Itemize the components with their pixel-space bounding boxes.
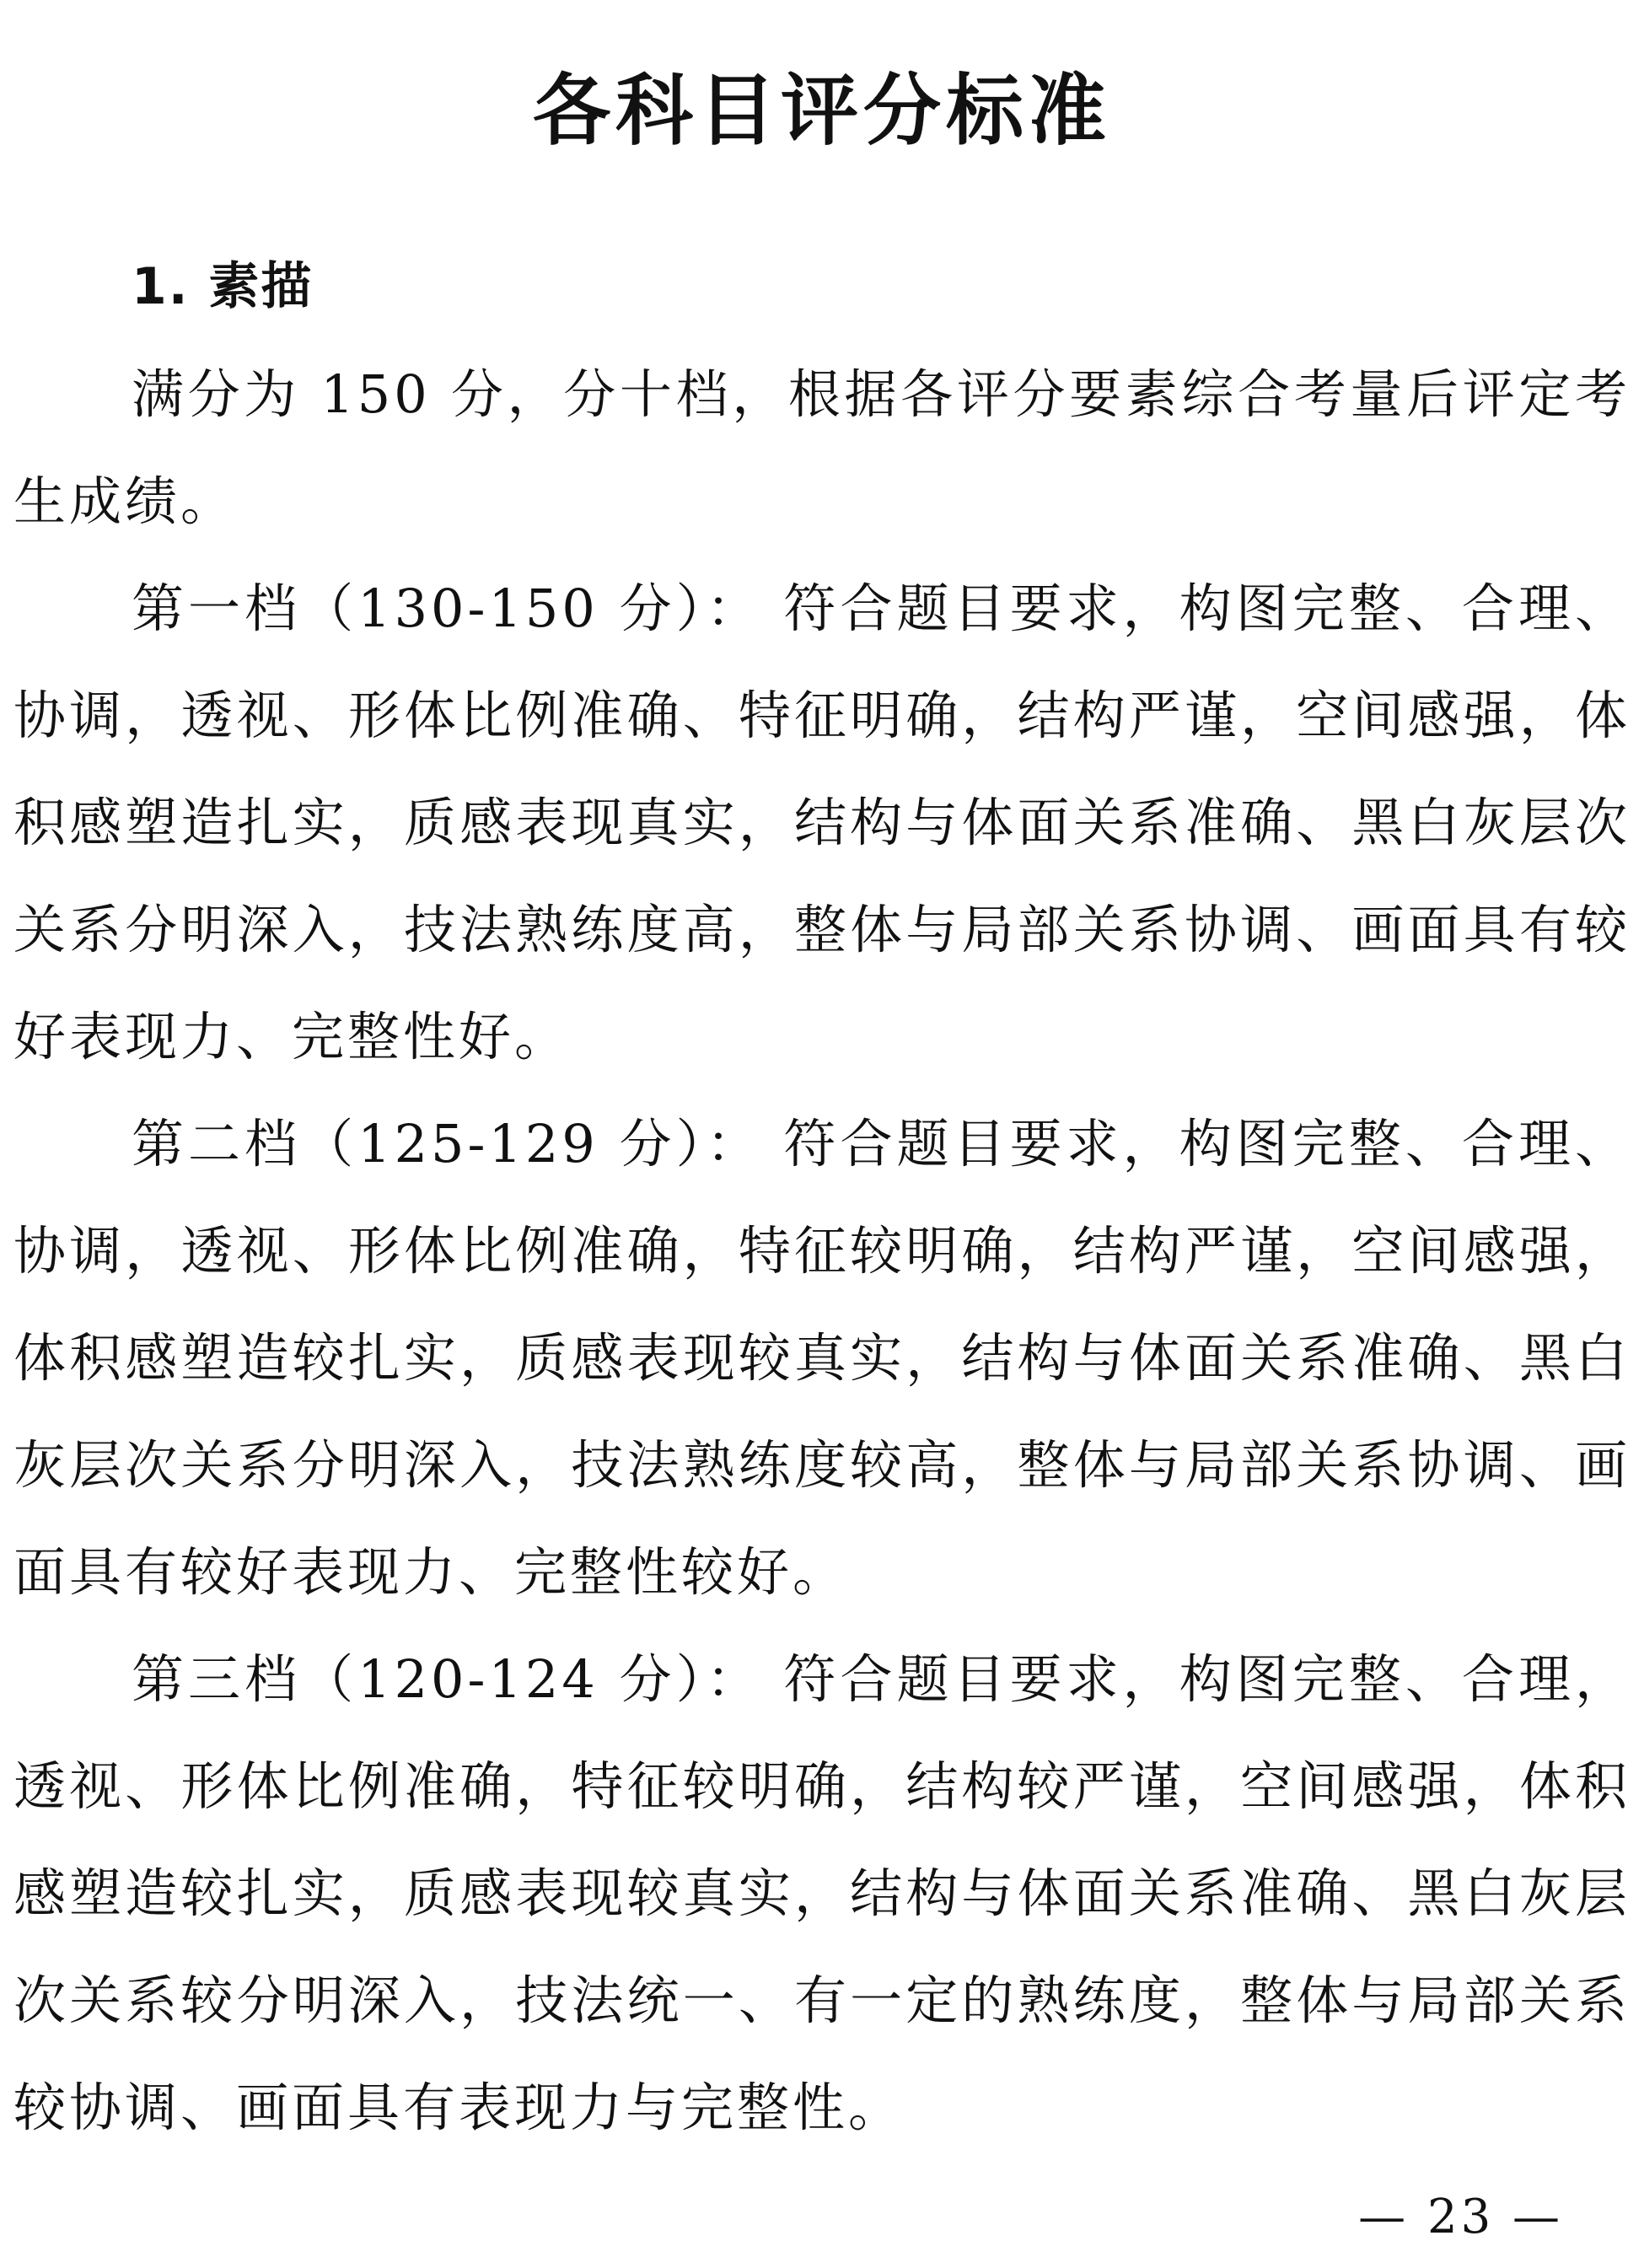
paragraph-full-score: 满分为 150 分，分十档，根据各评分要素综合考量后评定考生成绩。 — [13, 363, 1631, 532]
section-body — [13, 232, 1631, 2161]
paragraph-tier-1: 第一档（130-150 分）： 符合题目要求，构图完整、合理、协调，透视、形体比例准确、特征明确，结构严谨，空间感强，体积感塑造扎实，质感表现真实，结构与体面关系准确、黑白灰层次关系分明深入，技法熟练度高，整体与局部关系协调、画面具有较好表现力、完整性好。 — [13, 578, 1631, 1067]
paragraph-tier-2: 第二档（125-129 分）： 符合题目要求，构图完整、合理、协调，透视、形体比例准确，特征较明确，结构严谨，空间感强，体积感塑造较扎实，质感表现较真实，结构与体面关系准确、黑白灰层次关系分明深入，技法熟练度较高，整体与局部关系协调、画面具有较好表现力、完整性较好。 — [13, 1113, 1631, 1603]
page-number: — 23 — — [1358, 2190, 1563, 2244]
page-title: 各科目评分标准 — [532, 65, 1111, 156]
paragraph-tier-3: 第三档（120-124 分）： 符合题目要求，构图完整、合理，透视、形体比例准确，特征较明确，结构较严谨，空间感强，体积感塑造较扎实，质感表现较真实，结构与体面关系准确、黑白灰层次关系较分明深入，技法统一、有一定的熟练度，整体与局部关系较协调、画面具有表现力与完整性。 — [13, 1648, 1631, 2138]
section-heading: 1. 素描 — [132, 257, 314, 316]
